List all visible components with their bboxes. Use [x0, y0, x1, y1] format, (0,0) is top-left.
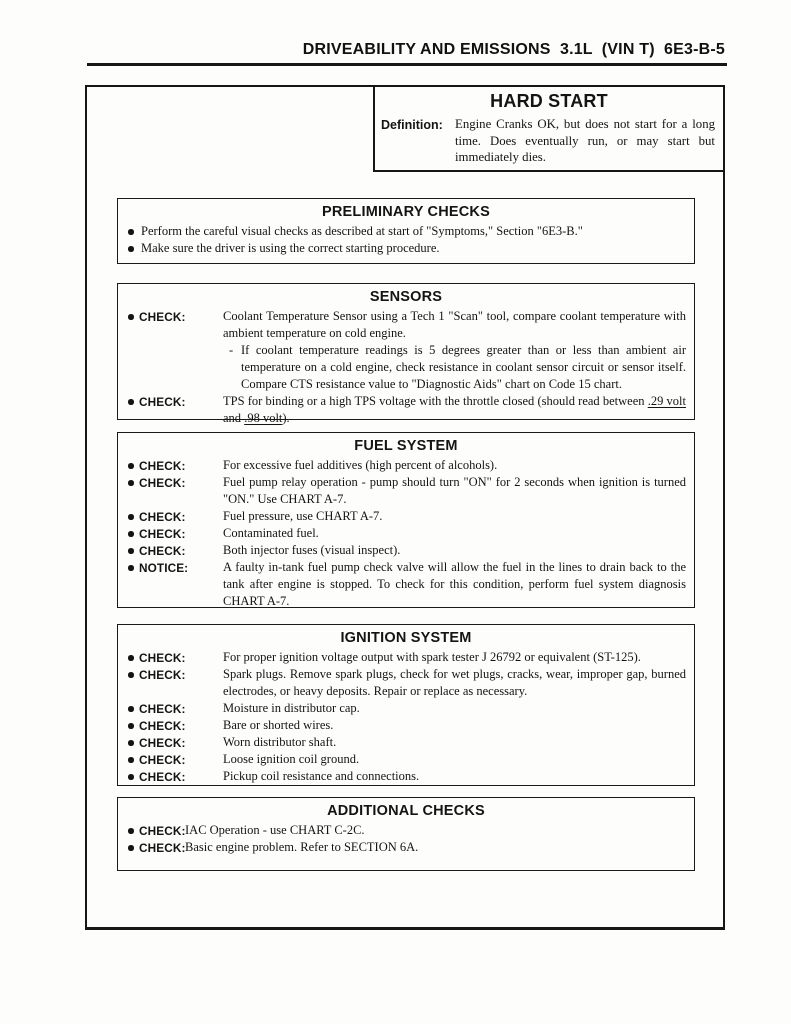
check-label: CHECK:: [139, 395, 186, 409]
section-additional-checks: [117, 797, 695, 871]
check-label: CHECK:: [139, 753, 186, 767]
bullet-icon: [128, 655, 134, 661]
sub-item-text: If coolant temperature readings is 5 degrees greater than or less than ambient air temperature on a cold engine, check resistance in coolant sensor circuit or sensor itself. Compare CTS resistance value to "Diagnostic Aids" chart on Code 15 chart.: [241, 343, 686, 391]
bullet-icon: [128, 531, 134, 537]
check-item: [118, 666, 694, 700]
check-item: [118, 734, 694, 751]
header-rule: [87, 63, 727, 66]
check-item-text: Loose ignition coil ground.: [223, 752, 360, 766]
hard-start-title: HARD START: [490, 91, 608, 111]
check-item: [118, 700, 694, 717]
check-label: CHECK:: [139, 719, 186, 733]
check-item: [118, 751, 694, 768]
bullet-icon: [128, 706, 134, 712]
section-title: FUEL SYSTEM: [354, 438, 458, 454]
check-label: CHECK:: [139, 736, 186, 750]
check-item-text: Worn distributor shaft.: [223, 735, 337, 749]
check-item: [118, 508, 694, 525]
page-header-title: DRIVEABILITY AND EMISSIONS 3.1L (VIN T) 6E3-B-5: [302, 41, 725, 58]
check-label: CHECK:: [139, 459, 186, 473]
notice-label: NOTICE:: [139, 561, 189, 575]
check-item-text: For excessive fuel additives (high percent of alcohols).: [223, 458, 498, 472]
check-item: [118, 839, 694, 856]
check-item: [118, 457, 694, 474]
bullet-icon: [128, 399, 134, 405]
check-item-text: Spark plugs. Remove spark plugs, check for wet plugs, cracks, wear, improper gap, burned electrodes, or heavy deposits. Repair or replace as necessary.: [223, 667, 686, 698]
bullet-icon: [128, 845, 134, 851]
bullet-icon: [128, 740, 134, 746]
definition-label: Definition:: [381, 118, 443, 132]
bullet-icon: [128, 828, 134, 834]
check-item-text: Coolant Temperature Sensor using a Tech 1 "Scan" tool, compare coolant temperature with ambient temperature on cold engine.: [223, 309, 686, 340]
hard-start-box: [373, 85, 725, 172]
underlined-value: .98 volt: [244, 411, 283, 425]
bullet-icon: [128, 723, 134, 729]
check-label: CHECK:: [139, 841, 186, 855]
bullet-icon: [128, 514, 134, 520]
check-item-text: For proper ignition voltage output with spark tester J 26792 or equivalent (ST-125).: [223, 650, 641, 664]
check-label: CHECK:: [139, 527, 186, 541]
section-title: SENSORS: [369, 289, 443, 305]
check-item: [118, 717, 694, 734]
bullet-icon: [128, 548, 134, 554]
bullet-icon: [128, 757, 134, 763]
bullet-icon: [128, 774, 134, 780]
bullet-icon: [128, 480, 134, 486]
text-segment: and: [223, 411, 245, 425]
dash-marker: -: [229, 343, 234, 357]
section-sensors: [117, 283, 695, 425]
bullet-icon: [128, 565, 134, 571]
section-ignition-system: [117, 624, 695, 786]
check-item-text: Moisture in distributor cap.: [223, 701, 360, 715]
check-label: CHECK:: [139, 824, 186, 838]
bullet-icon: [128, 314, 134, 320]
check-item-text: Fuel pump relay operation - pump should turn "ON" for 2 seconds when ignition is turned "ON." Use CHART A-7.: [223, 475, 686, 506]
check-label: CHECK:: [139, 476, 186, 490]
check-label: CHECK:: [139, 544, 186, 558]
check-item-text: Contaminated fuel.: [223, 526, 319, 540]
check-item: [118, 308, 694, 342]
check-item: [118, 649, 694, 666]
section-title: PRELIMINARY CHECKS: [322, 204, 490, 220]
bullet-icon: [128, 463, 134, 469]
check-label: CHECK:: [139, 770, 186, 784]
check-item-text: Make sure the driver is using the correct starting procedure.: [141, 241, 440, 255]
bullet-icon: [128, 229, 134, 235]
bullet-icon: [128, 672, 134, 678]
check-item-text: Perform the careful visual checks as described at start of "Symptoms," Section "6E3-B.": [141, 224, 583, 238]
check-item: [118, 768, 694, 785]
check-item: [118, 525, 694, 542]
check-item: [118, 474, 694, 508]
check-label: CHECK:: [139, 668, 186, 682]
check-item-text: Bare or shorted wires.: [223, 718, 334, 732]
notice-item-text: A faulty in-tank fuel pump check valve will allow the fuel in the lines to drain back to the tank after engine is stopped. To check for this condition, perform fuel system diagnosis CHART A-7.: [223, 560, 686, 608]
section-preliminary-checks: [117, 198, 695, 264]
check-item: [118, 822, 694, 839]
check-item: [118, 393, 694, 427]
text-segment: ).: [282, 411, 290, 425]
notice-item: [118, 559, 694, 610]
check-label: CHECK:: [139, 310, 186, 324]
section-title: IGNITION SYSTEM: [340, 630, 472, 646]
check-label: CHECK:: [139, 510, 186, 524]
check-item-text: [223, 394, 686, 425]
check-item: [118, 223, 694, 240]
bullet-icon: [128, 246, 134, 252]
check-item-text: IAC Operation - use CHART C-2C.: [185, 823, 365, 837]
check-item: [118, 542, 694, 559]
text-segment: TPS for binding or a high TPS voltage with the throttle closed (should read between: [223, 394, 648, 408]
check-item-text: Both injector fuses (visual inspect).: [223, 543, 401, 557]
sub-item: [118, 342, 694, 393]
hard-start-definition: [375, 116, 723, 166]
check-label: CHECK:: [139, 702, 186, 716]
section-title: ADDITIONAL CHECKS: [327, 803, 485, 819]
definition-text: Engine Cranks OK, but does not start for a long time. Does eventually run, or may start but immediately dies.: [455, 117, 715, 164]
underlined-value: .29 volt: [647, 394, 686, 408]
check-item-text: Fuel pressure, use CHART A-7.: [223, 509, 383, 523]
check-label: CHECK:: [139, 651, 186, 665]
section-fuel-system: [117, 432, 695, 608]
check-item-text: Pickup coil resistance and connections.: [223, 769, 420, 783]
check-item-text: Basic engine problem. Refer to SECTION 6A.: [185, 840, 419, 854]
check-item: [118, 240, 694, 257]
